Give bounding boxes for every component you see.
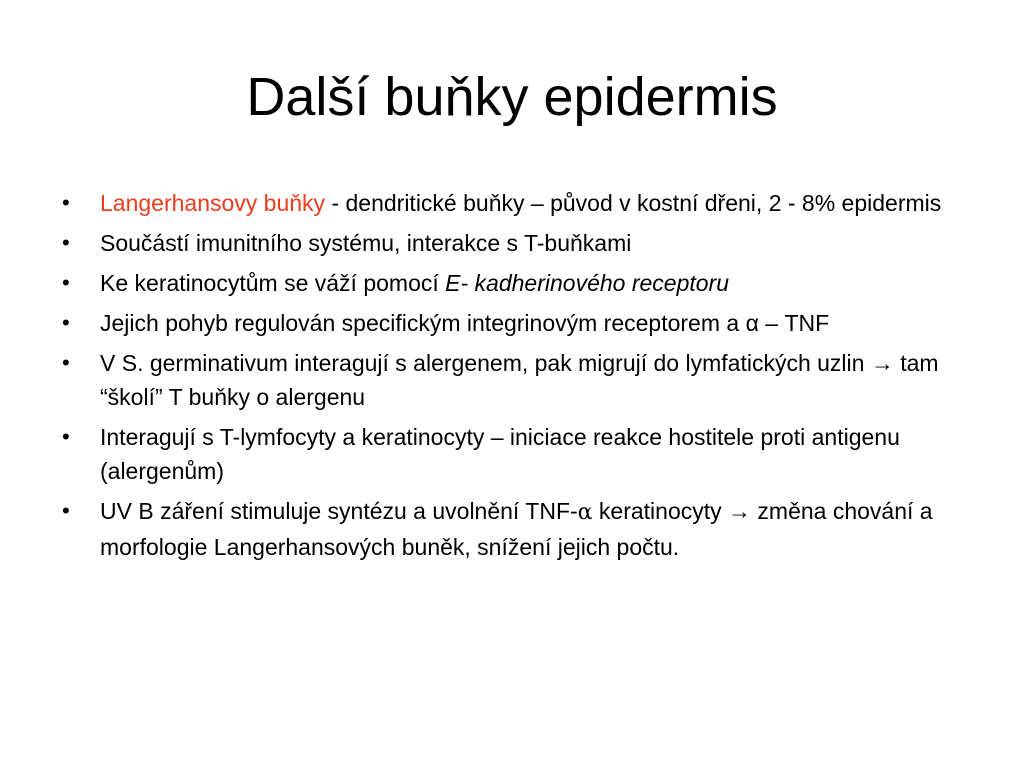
bullet-list xyxy=(60,186,972,570)
bullet-icon: • xyxy=(62,498,70,523)
bullet-item xyxy=(60,420,972,488)
alpha-symbol: α xyxy=(577,500,593,525)
italic-term: E- kadherinového receptoru xyxy=(445,270,729,296)
bullet-item xyxy=(60,306,972,340)
bullet-text: Jejich pohyb regulován specifickým integrinovým receptorem a α – TNF xyxy=(100,310,830,336)
bullet-icon: • xyxy=(62,230,70,255)
bullet-text: V S. germinativum interagují s alergenem, pak migrují do lymfatických uzlin → tam “školí” T buňky o alergenu xyxy=(100,350,939,410)
bullet-text: Součástí imunitního systému, interakce s T-buňkami xyxy=(100,230,632,256)
bullet-icon: • xyxy=(62,190,70,215)
bullet-item xyxy=(60,186,972,220)
bullet-text: Ke keratinocytům se váží pomocí xyxy=(100,270,446,296)
bullet-item xyxy=(60,494,972,564)
bullet-item xyxy=(60,226,972,260)
bullet-text: UV B záření stimuluje syntézu a uvolnění TNF- xyxy=(100,498,578,524)
bullet-icon: • xyxy=(62,270,70,295)
highlighted-term: Langerhansovy buňky xyxy=(100,190,326,216)
bullet-icon: • xyxy=(62,350,70,375)
bullet-icon: • xyxy=(62,310,70,335)
bullet-text: Interagují s T-lymfocyty a keratinocyty – iniciace reakce hostitele proti antigenu (alergenům) xyxy=(100,424,900,484)
bullet-text: keratinocyty → změna chování a morfologie Langerhansových buněk, snížení jejich počtu. xyxy=(100,498,933,560)
bullet-item xyxy=(60,346,972,414)
bullet-text: - dendritické buňky – původ v kostní dřeni, 2 - 8% epidermis xyxy=(325,190,942,216)
slide-title: Další buňky epidermis xyxy=(246,67,778,127)
bullet-icon: • xyxy=(62,424,70,449)
bullet-item xyxy=(60,266,972,300)
